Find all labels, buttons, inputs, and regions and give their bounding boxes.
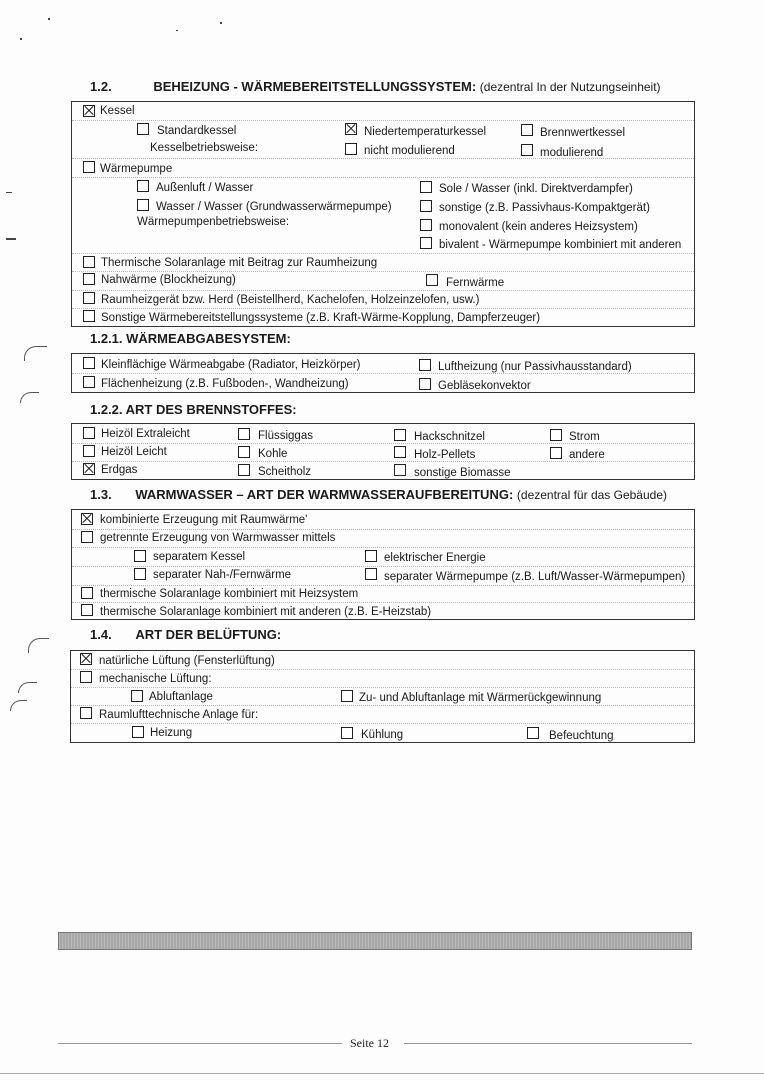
checkbox-bivalent[interactable]: [420, 237, 432, 249]
checkbox-luftheizung[interactable]: [419, 359, 431, 371]
label-monovalent: monovalent (kein anderes Heizsystem): [439, 221, 638, 233]
checkbox-fluessiggas[interactable]: [238, 428, 250, 440]
punch-hole-arc: [24, 346, 47, 361]
label-nahwaerme: Nahwärme (Blockheizung): [101, 274, 236, 286]
scan-speck: [220, 22, 222, 24]
checkbox-nicht-modulierend[interactable]: [345, 143, 357, 155]
section-note: (dezentral für das Gebäude): [516, 488, 667, 502]
checkbox-sonstige-biomasse[interactable]: [394, 464, 406, 476]
checkbox-solar-andere[interactable]: [81, 604, 93, 616]
punch-hole-arc: [20, 392, 39, 403]
section-title: BEHEIZUNG - WÄRMEBEREITSTELLUNGSSYSTEM:: [153, 79, 477, 94]
label-zu-abluftanlage: Zu- und Abluftanlage mit Wärmerückgewinnung: [359, 692, 602, 704]
label-andere: andere: [569, 449, 605, 461]
label-wp-betriebsweise: Wärmepumpenbetriebsweise:: [137, 216, 290, 228]
checkbox-monovalent[interactable]: [420, 219, 432, 231]
label-solar-andere: thermische Solaranlage kombiniert mit anderen (z.B. E-Heizstab): [100, 606, 432, 618]
checkbox-standardkessel[interactable]: [137, 123, 149, 135]
section-heading: 1.2.1. WÄRMEABGABESYSTEM:: [90, 331, 291, 346]
checkbox-separater-wp[interactable]: [365, 568, 377, 580]
footer-line-left: [58, 1043, 342, 1044]
row-line: [72, 585, 694, 586]
label-separater-wp: separater Wärmepumpe (z.B. Luft/Wasser-Wärmepumpen): [384, 571, 686, 583]
checkbox-fernwaerme[interactable]: [426, 274, 438, 286]
label-sonstige-biomasse: sonstige Biomasse: [414, 467, 511, 479]
checkbox-natuerliche-lueftung[interactable]: [80, 653, 92, 665]
label-erdgas: Erdgas: [101, 464, 138, 476]
row-line: [72, 529, 694, 530]
row-line: [72, 602, 694, 603]
label-fluessiggas: Flüssiggas: [258, 430, 313, 442]
checkbox-kleinflaechig[interactable]: [83, 357, 95, 369]
label-standardkessel: Standardkessel: [157, 125, 237, 137]
scan-speck: [176, 30, 178, 31]
label-raumlufttechnisch: Raumlufttechnische Anlage für:: [99, 709, 259, 721]
label-sonstige: Sonstige Wärmebereitstellungssysteme (z.B. Kraft-Wärme-Kopplung, Dampferzeuger): [101, 312, 541, 324]
section-number: 1.4.: [90, 627, 112, 642]
checkbox-niedertemperaturkessel[interactable]: [345, 123, 357, 135]
checkbox-scheitholz[interactable]: [238, 464, 250, 476]
scan-speck: [6, 192, 12, 193]
label-strom: Strom: [569, 431, 600, 443]
checkbox-separater-nah[interactable]: [134, 568, 146, 580]
checkbox-holz-pellets[interactable]: [394, 446, 406, 458]
checkbox-sonstige[interactable]: [83, 310, 95, 322]
label-geblaesekonvektor: Gebläsekonvektor: [438, 380, 531, 392]
label-heizoel-extraleicht: Heizöl Extraleicht: [101, 428, 190, 440]
section-number: 1.2.: [90, 79, 112, 94]
checkbox-kohle[interactable]: [238, 446, 250, 458]
label-kleinflaechig: Kleinflächige Wärmeabgabe (Radiator, Heizkörper): [101, 359, 361, 371]
row-line: [72, 566, 694, 567]
label-brennwertkessel: Brennwertkessel: [540, 127, 626, 139]
scan-speck: [6, 238, 16, 240]
section-title: WARMWASSER – ART DER WARMWASSERAUFBEREITUNG:: [135, 487, 514, 502]
label-solar-heizsystem: thermische Solaranlage kombiniert mit Heizsystem: [100, 588, 359, 600]
label-fernwaerme: Fernwärme: [446, 277, 505, 289]
label-waermepumpe: Wärmepumpe: [100, 163, 173, 175]
page-number: Seite 12: [350, 1036, 389, 1050]
row-line: [72, 120, 694, 121]
checkbox-nahwaerme[interactable]: [83, 273, 95, 285]
label-bivalent: bivalent - Wärmepumpe kombiniert mit anderen: [439, 239, 682, 251]
label-nicht-modulierend: nicht modulierend: [364, 145, 455, 157]
checkbox-elektrisch[interactable]: [365, 550, 377, 562]
label-kuehlung: Kühlung: [361, 729, 404, 741]
label-befeuchtung: Befeuchtung: [549, 730, 614, 742]
label-separater-nah: separater Nah-/Fernwärme: [153, 569, 292, 581]
bottom-edge: [0, 1073, 764, 1074]
label-wasser: Wasser / Wasser (Grundwasserwärmepumpe): [156, 201, 392, 213]
checkbox-aussenluft[interactable]: [137, 180, 149, 192]
section-note: (dezentral In der Nutzungseinheit): [479, 80, 661, 94]
label-heizung: Heizung: [150, 727, 193, 739]
label-solar: Thermische Solaranlage mit Beitrag zur Raumheizung: [101, 257, 378, 269]
checkbox-solar[interactable]: [83, 256, 95, 268]
label-kombiniert: kombinierte Erzeugung mit Raumwärme': [100, 514, 308, 526]
label-mechanische-lueftung: mechanische Lüftung:: [99, 673, 212, 685]
row-line: [72, 461, 694, 462]
label-aussenluft: Außenluft / Wasser: [156, 182, 254, 194]
checkbox-brennwertkessel[interactable]: [521, 124, 533, 136]
label-hackschnitzel: Hackschnitzel: [414, 431, 485, 443]
section-heading: [90, 627, 281, 643]
checkbox-getrennt[interactable]: [81, 531, 93, 543]
section-heading: 1.2.2. ART DES BRENNSTOFFES:: [90, 402, 297, 417]
section-title: ART DER BELÜFTUNG:: [135, 627, 282, 642]
row-line: [71, 723, 694, 724]
label-abluftanlage: Abluftanlage: [149, 691, 213, 703]
row-line: [72, 158, 694, 159]
checkbox-sonstige-wp[interactable]: [420, 200, 432, 212]
checkbox-wasser[interactable]: [137, 199, 149, 211]
checkbox-raumlufttechnisch[interactable]: [80, 707, 92, 719]
section-heading: [90, 487, 667, 503]
section-number: 1.3.: [90, 487, 112, 502]
checkbox-heizoel-leicht[interactable]: [83, 445, 95, 457]
checkbox-zu-abluftanlage[interactable]: [341, 690, 353, 702]
row-line: [72, 373, 694, 374]
label-scheitholz: Scheitholz: [258, 466, 312, 478]
section-heading: [90, 79, 661, 95]
label-separatem-kessel: separatem Kessel: [153, 551, 246, 563]
checkbox-heizung[interactable]: [132, 726, 144, 738]
row-line: [71, 705, 694, 706]
checkbox-mechanische-lueftung[interactable]: [80, 671, 92, 683]
punch-hole-arc: [28, 638, 49, 653]
checkbox-solar-heizsystem[interactable]: [81, 587, 93, 599]
scan-speck: [48, 18, 50, 20]
checkbox-waermepumpe[interactable]: [83, 161, 95, 173]
label-raumheizgeraet: Raumheizgerät bzw. Herd (Beistellherd, Kachelofen, Holzeinzelofen, usw.): [101, 294, 480, 306]
checkbox-kessel[interactable]: [83, 105, 95, 117]
label-elektrisch: elektrischer Energie: [384, 552, 486, 564]
checkbox-heizoel-extraleicht[interactable]: [83, 427, 95, 439]
punch-hole-arc: [18, 682, 37, 693]
label-holz-pellets: Holz-Pellets: [414, 449, 476, 461]
label-kohle: Kohle: [258, 448, 288, 460]
punch-hole-arc: [10, 700, 27, 711]
checkbox-kombiniert[interactable]: [81, 513, 93, 525]
row-line: [71, 687, 694, 688]
checkbox-strom[interactable]: [550, 429, 562, 441]
label-heizoel-leicht: Heizöl Leicht: [101, 446, 167, 458]
label-getrennt: getrennte Erzeugung von Warmwasser mittels: [100, 532, 336, 544]
label-modulierend: modulierend: [540, 147, 604, 159]
checkbox-andere[interactable]: [550, 447, 562, 459]
checkbox-separatem-kessel[interactable]: [134, 550, 146, 562]
checkbox-flaechenheizung[interactable]: [83, 376, 95, 388]
checkbox-befeuchtung[interactable]: [527, 727, 539, 739]
checkbox-sole[interactable]: [420, 181, 432, 193]
row-line: [72, 253, 694, 254]
row-line: [72, 308, 694, 309]
label-kessel: Kessel: [100, 105, 135, 117]
row-line: [72, 547, 694, 548]
checkbox-erdgas[interactable]: [83, 463, 95, 475]
label-kesselbetriebsweise: Kesselbetriebsweise:: [150, 142, 259, 154]
label-niedertemperaturkessel: Niedertemperaturkessel: [364, 126, 487, 138]
footer-line-right: [404, 1043, 692, 1044]
checkbox-hackschnitzel[interactable]: [394, 429, 406, 441]
scan-speck: [20, 38, 22, 40]
row-line: [72, 271, 694, 272]
label-flaechenheizung: Flächenheizung (z.B. Fußboden-, Wandheizung): [101, 378, 349, 390]
row-line: [71, 669, 694, 670]
label-sonstige-wp: sonstige (z.B. Passivhaus-Kompaktgerät): [439, 202, 650, 214]
row-line: [72, 290, 694, 291]
footer-band: [58, 932, 692, 950]
label-luftheizung: Luftheizung (nur Passivhausstandard): [438, 361, 632, 373]
checkbox-geblaesekonvektor[interactable]: [419, 378, 431, 390]
row-line: [72, 177, 694, 178]
label-natuerliche-lueftung: natürliche Lüftung (Fensterlüftung): [99, 655, 275, 667]
checkbox-raumheizgeraet[interactable]: [83, 292, 95, 304]
checkbox-modulierend[interactable]: [521, 144, 533, 156]
label-sole: Sole / Wasser (inkl. Direktverdampfer): [439, 183, 633, 195]
checkbox-kuehlung[interactable]: [341, 727, 353, 739]
checkbox-abluftanlage[interactable]: [131, 690, 143, 702]
row-line: [72, 443, 694, 444]
